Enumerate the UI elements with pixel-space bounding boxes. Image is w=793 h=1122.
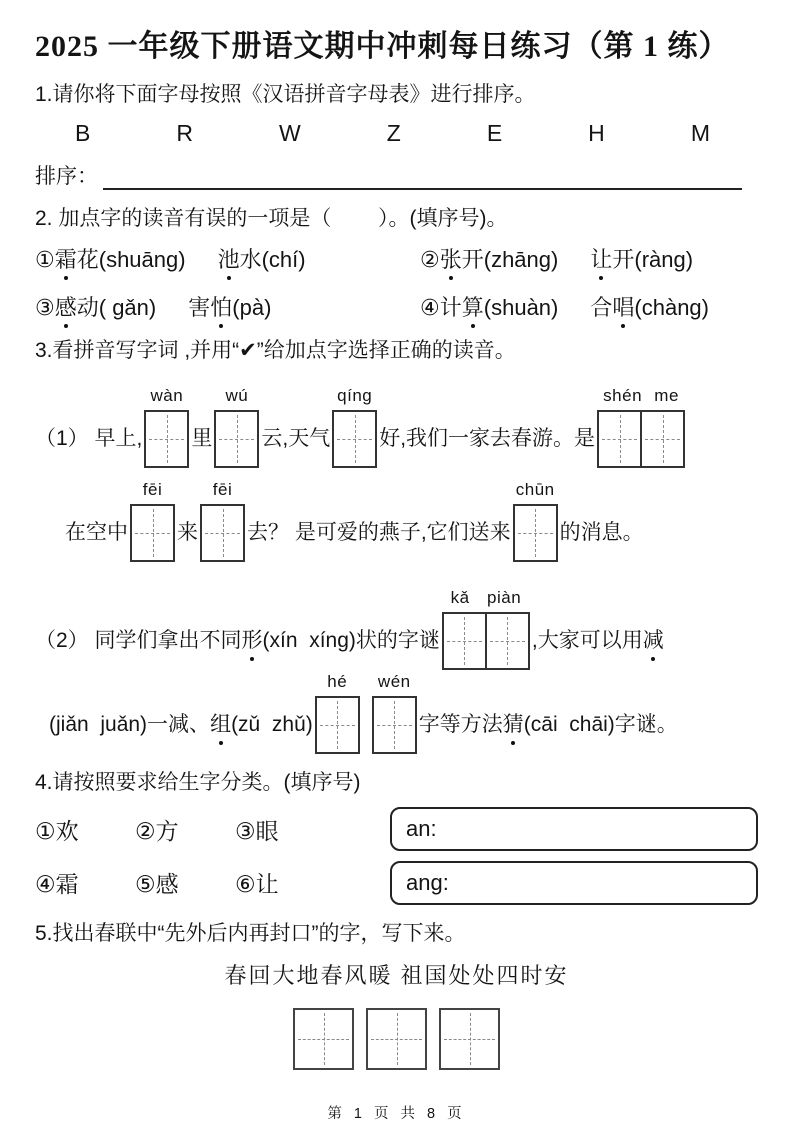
q2-prompt: 2. 加点字的读音有误的一项是（ ）。(填序号)。	[35, 206, 508, 230]
pinyin-label: hé	[327, 672, 348, 692]
letter: B	[75, 119, 91, 146]
q4-char: ⑤感	[135, 870, 179, 897]
letter: W	[279, 119, 301, 146]
question-5	[35, 920, 758, 1070]
pinyin-label: wén	[377, 672, 411, 692]
word-pre: 害	[188, 295, 211, 321]
sentence-text: 去？ 是可爱的燕子,它们送来	[247, 521, 511, 545]
sentence-text: 在空中	[65, 521, 128, 545]
pinyin-label: shén	[603, 386, 643, 406]
pinyin-label: fēi	[212, 480, 233, 500]
q1-answer-blank[interactable]	[103, 162, 742, 190]
sentence-text: 字等方法	[418, 713, 503, 737]
writing-box-kapian[interactable]	[442, 588, 530, 670]
q2-options-row-1	[35, 243, 758, 274]
dotted-char: 猜	[503, 712, 524, 738]
sentence-text: (cāi chāi)字谜。	[523, 713, 678, 737]
pinyin-label: wú	[225, 386, 249, 406]
page-number-footer: 第 1 页 共 8 页	[327, 1105, 466, 1122]
sentence-text: (xín xíng)状的字谜	[262, 629, 440, 653]
tianzige-box[interactable]	[442, 612, 487, 670]
writing-box-he[interactable]	[315, 672, 360, 754]
pinyin-label: wàn	[150, 386, 184, 406]
tianzige-box[interactable]	[372, 696, 417, 754]
page-title: 2025 一年级下册语文期中冲刺每日练习（第 1 练）	[35, 30, 730, 63]
pinyin-label: kǎ	[450, 588, 470, 608]
tianzige-box[interactable]	[214, 410, 259, 468]
q5-prompt: 5.找出春联中“先外后内再封口”的字，写下来。	[35, 921, 466, 945]
answer-grid-box[interactable]	[293, 1008, 354, 1070]
option-number: ④	[420, 295, 440, 321]
sentence-text: (zǔ zhǔ)	[231, 713, 313, 737]
word-pre: 计	[439, 295, 462, 321]
dotted-char: 唱	[612, 291, 634, 322]
writing-box-chun[interactable]	[513, 480, 558, 562]
sentence-text: (jiǎn juǎn)一减、	[49, 713, 211, 737]
q4-body	[35, 807, 758, 905]
tianzige-box[interactable]	[144, 410, 189, 468]
word-rest: 水(chí)	[239, 247, 306, 273]
sentence-text: 云,天气	[261, 427, 331, 451]
word-rest: 动( gǎn)	[76, 295, 157, 321]
sentence-text: （2） 同学们拿出不同	[35, 629, 242, 653]
writing-box-shenme[interactable]	[597, 386, 685, 468]
tianzige-box[interactable]	[513, 504, 558, 562]
q1-answer-label: 排序：	[35, 164, 98, 188]
tianzige-box[interactable]	[315, 696, 360, 754]
letter: M	[690, 119, 710, 146]
dotted-char: 感	[55, 291, 77, 322]
option-word	[188, 291, 271, 322]
option-number: ②	[420, 247, 440, 273]
word-rest: (shuàn)	[483, 295, 559, 321]
letter: E	[486, 119, 503, 146]
writing-box-fei2[interactable]	[200, 480, 245, 562]
q4-char: ⑥让	[235, 870, 279, 897]
q4-character-list	[35, 813, 390, 899]
dotted-char: 张	[440, 243, 462, 274]
option-word	[218, 243, 306, 274]
question-4	[35, 769, 758, 904]
dotted-char: 池	[218, 243, 240, 274]
pinyin-label: fēi	[142, 480, 163, 500]
q1-letter-row	[35, 120, 758, 147]
q2-option-3	[35, 291, 420, 322]
question-1	[35, 81, 758, 190]
pinyin-label: piàn	[487, 588, 522, 608]
answer-grid-box[interactable]	[366, 1008, 427, 1070]
dotted-char: 减	[643, 628, 664, 654]
q4-ang-answer-box[interactable]	[390, 861, 758, 905]
q2-option-1	[35, 243, 420, 274]
option-number: ①	[35, 247, 55, 273]
q2-option-2	[420, 243, 758, 274]
question-3	[35, 337, 758, 754]
q3-sub2-line2	[35, 672, 758, 754]
q1-answer-row	[35, 160, 758, 190]
dotted-char: 组	[210, 712, 231, 738]
tianzige-box[interactable]	[332, 410, 377, 468]
dotted-char: 怕	[210, 291, 232, 322]
option-word	[440, 291, 559, 322]
word-rest: (chàng)	[634, 295, 709, 321]
tianzige-box[interactable]	[130, 504, 175, 562]
writing-box-fei1[interactable]	[130, 480, 175, 562]
option-word	[55, 291, 157, 322]
q1-prompt: 1.请你将下面字母按照《汉语拼音字母表》进行排序。	[35, 82, 536, 106]
writing-box-wen[interactable]	[372, 672, 417, 754]
dotted-char: 让	[590, 243, 612, 274]
answer-grid-box[interactable]	[439, 1008, 500, 1070]
word-rest: (pà)	[232, 295, 272, 321]
sentence-text: 来	[177, 521, 198, 545]
q4-answer-boxes	[390, 807, 758, 905]
sentence-text: （1） 早上,	[35, 427, 143, 451]
tianzige-box[interactable]	[640, 410, 685, 468]
pinyin-label: chūn	[515, 480, 555, 500]
sentence-text: 好,我们一家去春游。是	[379, 427, 596, 451]
q4-char: ④霜	[35, 870, 79, 897]
word-rest: 花(shuāng)	[76, 247, 186, 273]
option-number: ③	[35, 295, 55, 321]
pinyin-label: qíng	[337, 386, 373, 406]
q4-ang-label: ang:	[406, 869, 449, 895]
q4-char: ②方	[135, 817, 179, 844]
word-rest: 开(zhāng)	[461, 247, 559, 273]
writing-box-wu[interactable]	[214, 386, 259, 468]
dotted-char: 形	[242, 628, 263, 654]
dotted-char: 算	[462, 291, 484, 322]
q3-sub1-line1	[35, 386, 758, 468]
q2-option-4	[420, 291, 758, 322]
q5-answer-grid-row	[35, 1008, 758, 1070]
option-word	[440, 243, 559, 274]
writing-box-wan[interactable]	[144, 386, 189, 468]
pinyin-label: me	[654, 386, 679, 406]
word-pre: 合	[590, 295, 613, 321]
option-word	[55, 243, 186, 274]
tianzige-box[interactable]	[597, 410, 642, 468]
q4-char: ③眼	[235, 817, 279, 844]
tianzige-box[interactable]	[485, 612, 530, 670]
pinyin-labels	[442, 589, 530, 606]
question-2	[35, 205, 758, 322]
q5-couplet: 春回大地春风暖 祖国处处四时安	[224, 962, 569, 988]
letter: H	[588, 119, 605, 146]
dotted-char: 霜	[55, 243, 77, 274]
q4-an-label: an:	[406, 815, 437, 841]
q4-an-answer-box[interactable]	[390, 807, 758, 851]
tianzige-box[interactable]	[200, 504, 245, 562]
sentence-text: 里	[191, 427, 213, 451]
q3-sub2-line1	[35, 588, 758, 670]
pinyin-labels	[597, 387, 685, 404]
q3-sub1-line2	[35, 480, 758, 562]
sentence-text: 的消息。	[559, 521, 644, 545]
q2-options-row-2	[35, 291, 758, 322]
writing-box-qing[interactable]	[332, 386, 377, 468]
sentence-text: ,大家可以用	[531, 629, 643, 653]
q4-prompt: 4.请按照要求给生字分类。(填序号)	[35, 771, 361, 795]
q4-char: ①欢	[35, 817, 79, 844]
option-word	[590, 243, 693, 274]
letter: Z	[386, 119, 401, 146]
letter: R	[176, 119, 193, 146]
option-word	[590, 291, 709, 322]
q3-prompt: 3.看拼音写字词 ,并用“✔”给加点字选择正确的读音。	[35, 339, 516, 363]
word-rest: 开(ràng)	[612, 247, 694, 273]
